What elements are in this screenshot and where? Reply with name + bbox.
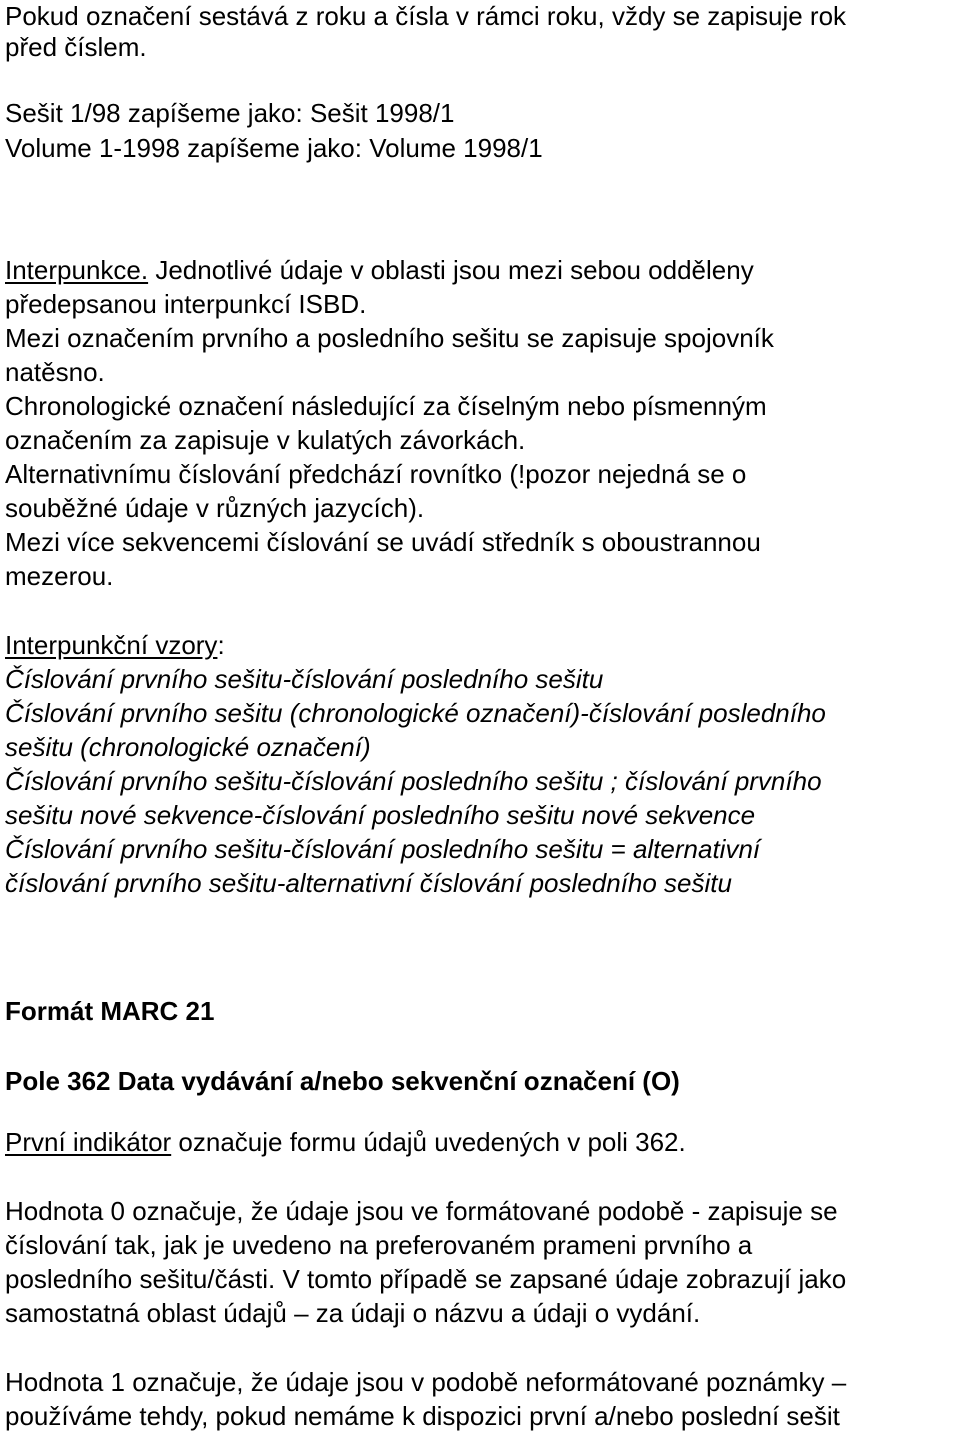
vzor-4-line-2: číslování prvního sešitu-alternativní číslování posledního sešitu [5, 868, 732, 898]
value-1-line-2: používáme tehdy, pokud nemáme k dispozici první a/nebo poslední sešit [5, 1401, 840, 1431]
intro-line-1: Pokud označení sestává z roku a čísla v rámci roku, vždy se zapisuje rok [5, 1, 847, 31]
interpunkce-line-3: Mezi označením prvního a posledního sešitu se zapisuje spojovník [5, 323, 774, 353]
vzor-3-line-2: sešitu nové sekvence-číslování posledního sešitu nové sekvence [5, 800, 756, 830]
vzor-1: Číslování prvního sešitu-číslování posledního sešitu [5, 664, 604, 694]
vzor-2-line-2: sešitu (chronologické označení) [5, 732, 371, 762]
interpunkce-line-8: souběžné údaje v různých jazycích). [5, 493, 425, 523]
interpunkce-line-4: natěsno. [5, 357, 105, 387]
interpunkce-line-2: předepsanou interpunkcí ISBD. [5, 289, 367, 319]
interpunkce-line-7: Alternativnímu číslování předchází rovnítko (!pozor nejedná se o [5, 459, 747, 489]
marc-heading: Formát MARC 21 [5, 996, 215, 1026]
interpunkce-line-6: označením za zapisuje v kulatých závorkách. [5, 425, 526, 455]
interpunkce-label: Interpunkce. [5, 255, 149, 285]
value-0-line-4: samostatná oblast údajů – za údaji o názvu a údaji o vydání. [5, 1298, 701, 1328]
indicator-label: První indikátor [5, 1127, 172, 1157]
interpunkce-line-9: Mezi více sekvencemi číslování se uvádí středník s oboustrannou [5, 527, 761, 557]
indicator-line [5, 1127, 686, 1157]
example-line-1: Sešit 1/98 zapíšeme jako: Sešit 1998/1 [5, 98, 455, 128]
interpunkce-line-5: Chronologické označení následující za číselným nebo písmenným [5, 391, 767, 421]
value-0-line-1: Hodnota 0 označuje, že údaje jsou ve formátované podobě - zapisuje se [5, 1196, 838, 1226]
value-1-line-1: Hodnota 1 označuje, že údaje jsou v podobě neformátované poznámky – [5, 1367, 847, 1397]
interpunkce-text: Jednotlivé údaje v oblasti jsou mezi sebou odděleny [148, 255, 754, 285]
value-0-line-2: číslování tak, jak je uvedeno na preferovaném prameni prvního a [5, 1230, 753, 1260]
vzor-2-line-1: Číslování prvního sešitu (chronologické označení)-číslování posledního [5, 698, 826, 728]
vzor-4-line-1: Číslování prvního sešitu-číslování posledního sešitu = alternativní [5, 834, 761, 864]
example-line-2: Volume 1-1998 zapíšeme jako: Volume 1998/1 [5, 133, 543, 163]
vzor-3-line-1: Číslování prvního sešitu-číslování posledního sešitu ; číslování prvního [5, 766, 822, 796]
interpunkce-line-1 [5, 255, 754, 285]
vzory-colon: : [217, 630, 225, 660]
vzory-label: Interpunkční vzory [5, 630, 218, 660]
field-362-heading: Pole 362 Data vydávání a/nebo sekvenční označení (O) [5, 1066, 680, 1096]
interpunkce-line-10: mezerou. [5, 561, 114, 591]
vzory-heading [5, 630, 225, 660]
indicator-text: označuje formu údajů uvedených v poli 362. [171, 1127, 686, 1157]
value-0-line-3: posledního sešitu/části. V tomto případě se zapsané údaje zobrazují jako [5, 1264, 847, 1294]
intro-line-2: před číslem. [5, 32, 147, 62]
